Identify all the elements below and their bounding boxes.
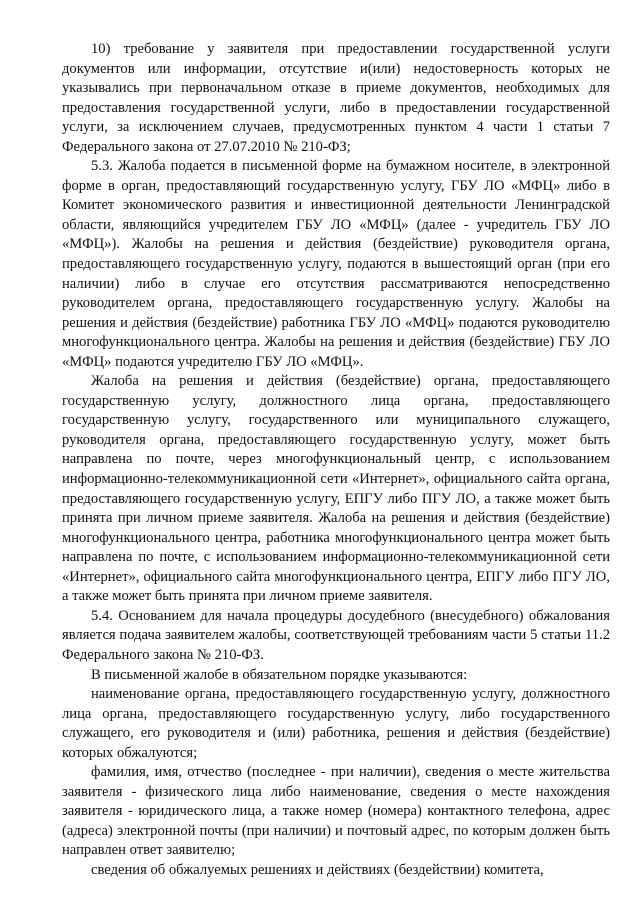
paragraph-5-4: 5.4. Основанием для начала процедуры досудебного (внесудебного) обжалования является подача заявителем жалобы, соответствующей требованиям части 5 статьи 11.2 Федерального закона № 210-ФЗ.: [62, 607, 610, 663]
paragraph-complaint-channels: Жалоба на решения и действия (бездействие) органа, предоставляющего государственную услугу, должностного лица органа, предоставляющего государственную услугу, государственного или муниципального служащего, руководителя органа, предоставляющего государственную услугу, может быть направлена по почте, через многофункциональный центр, с использованием информационно-телекоммуникационной сети «Интернет», официального сайта органа, предоставляющего государственную услугу, ЕПГУ либо ПГУ ЛО, а также может быть принята при личном приеме заявителя. Жалоба на решения и действия (бездействие) многофункционального центра, работника многофункционального центра может быть направлена по почте, с использованием информационно-телекоммуникационной сети «Интернет», официального сайта многофункционального центра, ЕПГУ либо ПГУ ЛО, а также может быть принята при личном приеме заявителя.: [62, 373, 610, 605]
paragraph-item-10: 10) требование у заявителя при предоставлении государственной услуги документов или информации, отсутствие и(или) недостоверность которых не указывались при первоначальном отказе в приеме документов, необходимых для предоставления государственной услуги, либо в предоставлении государственной услуги, за исключением случаев, предусмотренных пунктом 4 части 1 статьи 7 Федерального закона от 27.07.2010 № 210-ФЗ;: [62, 41, 610, 155]
paragraph-appealed-decisions: сведения об обжалуемых решениях и действиях (бездействии) комитета,: [91, 861, 544, 878]
paragraph-5-3: 5.3. Жалоба подается в письменной форме на бумажном носителе, в электронной форме в орган, предоставляющий государственную услугу, ГБУ ЛО «МФЦ» либо в Комитет экономического развития и инвестиционной деятельности Ленинградской области, являющийся учредителем ГБУ ЛО «МФЦ» (далее - учредитель ГБУ ЛО «МФЦ»). Жалобы на решения и действия (бездействие) руководителя органа, предоставляющего государственную услугу, подаются в вышестоящий орган (при его наличии) либо в случае его отсутствия рассматриваются непосредственно руководителем органа, предоставляющего государственную услугу. Жалобы на решения и действия (бездействие) работника ГБУ ЛО «МФЦ» подаются руководителю многофункционального центра. Жалобы на решения и действия (бездействие) ГБУ ЛО «МФЦ» подаются учредителю ГБУ ЛО «МФЦ».: [62, 158, 610, 370]
paragraph-required-items-intro: В письменной жалобе в обязательном порядке указываются:: [91, 666, 468, 683]
paragraph-organ-name: наименование органа, предоставляющего государственную услугу, должностного лица органа, предоставляющего государственную услугу, либо государственного служащего, его руководителя и (или) работника, решения и действия (бездействие) которых обжалуются;: [62, 686, 610, 761]
paragraph-applicant-details: фамилия, имя, отчество (последнее - при наличии), сведения о месте жительства заявителя - физического лица либо наименование, сведения о месте нахождения заявителя - юридического лица, а также номер (номера) контактного телефона, адрес (адреса) электронной почты (при наличии) и почтовый адрес, по которым должен быть направлен ответ заявителю;: [62, 764, 610, 859]
